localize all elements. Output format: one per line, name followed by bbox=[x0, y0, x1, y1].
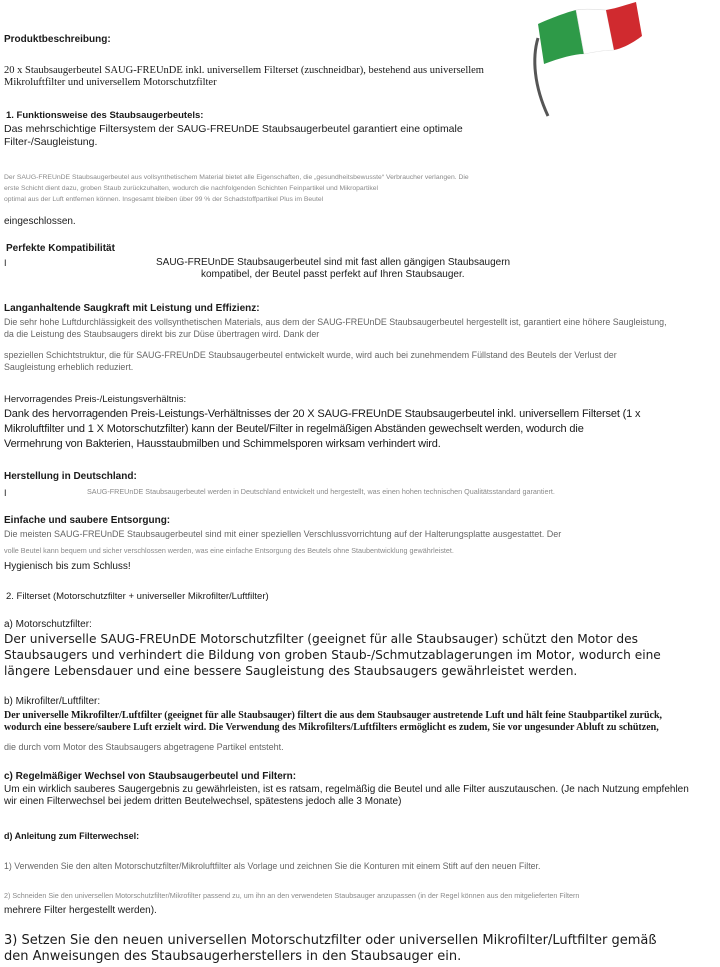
section-text: da die Leistung des Staubsaugers direkt bis zur Düse übertragen wird. Dank der bbox=[4, 329, 320, 339]
fine-print: erste Schicht dient dazu, groben Staub zurückzuhalten, wodurch die nachfolgenden Schichten Feinpartikel und Mikropartikel bbox=[4, 185, 379, 192]
section-title: Einfache und saubere Entsorgung: bbox=[4, 515, 171, 526]
section-title: b) Mikrofilter/Luftfilter: bbox=[4, 696, 101, 707]
section-text: Filter-/Saugleistung. bbox=[4, 136, 98, 148]
section-text: SAUG-FREUnDE Staubsaugerbeutel werden in Deutschland entwickelt und hergestellt, was einen hohen technischen Qualitätsstandard garantiert. bbox=[87, 487, 555, 496]
section-title: Perfekte Kompatibilität bbox=[6, 243, 115, 254]
bullet-marker: I bbox=[4, 258, 7, 268]
section-text: Das mehrschichtige Filtersystem der SAUG-FREUnDE Staubsaugerbeutel garantiert eine optimale bbox=[4, 123, 463, 135]
section-text: wodurch eine bessere/saubere Luft erzielt wird. Die Verwendung des Mikrofilters/Luftfilters ermöglicht es zudem, Sie vor ungesunder Abluft zu schützen, bbox=[4, 722, 659, 733]
step-text: 2) Schneiden Sie den universellen Motorschutzfilter/Mikrofilter passend zu, um ihn an den verwendeten Staubsauger anzupassen (in der Regel können aus den mitgelieferten Filtern bbox=[4, 891, 580, 900]
section-title: a) Motorschutzfilter: bbox=[4, 619, 92, 630]
fine-print: optimal aus der Luft entfernen können. Insgesamt bleiben über 99 % der Schadstoffpartikel Plus im Beutel bbox=[4, 196, 324, 203]
intro-line: Mikroluftfilter und universellem Motorschutzfilter bbox=[4, 77, 217, 88]
section-text: Saugleistung erheblich reduziert. bbox=[4, 362, 134, 372]
section-title: 2. Filterset (Motorschutzfilter + universeller Mikrofilter/Luftfilter) bbox=[6, 591, 269, 602]
step-text: mehrere Filter hergestellt werden). bbox=[4, 905, 157, 916]
section-text: Der universelle Mikrofilter/Luftfilter (geeignet für alle Staubsauger) filtert die aus dem Staubsauger austretende Luft und hält feine Staubpartikel zurück, bbox=[4, 710, 663, 721]
section-text: Der universelle SAUG-FREUnDE Motorschutzfilter (geeignet für alle Staubsauger) schützt den Motor des bbox=[4, 632, 638, 646]
section-title: Langanhaltende Saugkraft mit Leistung und Effizienz: bbox=[4, 303, 260, 314]
section-text: SAUG-FREUnDE Staubsaugerbeutel sind mit fast allen gängigen Staubsaugern bbox=[156, 257, 511, 268]
section-text: die durch vom Motor des Staubsaugers abgetragene Partikel entsteht. bbox=[4, 742, 284, 752]
section-title: c) Regelmäßiger Wechsel von Staubsaugerbeutel und Filtern: bbox=[4, 771, 297, 782]
intro-line: 20 x Staubsaugerbeutel SAUG-FREUnDE inkl. universellem Filterset (zuschneidbar), bestehend aus universellem bbox=[4, 65, 484, 76]
section-text: Staubsaugers und verhindert die Bildung von groben Staub-/Schmutzablagerungen im Motor, wodurch eine bbox=[4, 648, 661, 662]
section-title: d) Anleitung zum Filterwechsel: bbox=[4, 831, 140, 841]
section-text: längere Lebensdauer und eine bessere Saugleistung des Staubsaugers gewährleistet werden. bbox=[4, 664, 578, 678]
fine-print: Der SAUG-FREUnDE Staubsaugerbeutel aus vollsynthetischem Material bietet alle Eigenschaften, die „gesundheitsbewusste“ Verbraucher verlangen. Die bbox=[4, 174, 469, 181]
section-text: eingeschlossen. bbox=[4, 216, 76, 227]
section-text: Vermehrung von Bakterien, Hausstaubmilben und Schimmelsporen wirksam verhindert wird. bbox=[4, 438, 441, 450]
section-text: kompatibel, der Beutel passt perfekt auf Ihren Staubsauger. bbox=[201, 269, 465, 280]
section-text: Die sehr hohe Luftdurchlässigkeit des vollsynthetischen Materials, aus dem der SAUG-FREUnDE Staubsaugerbeutel hergestellt ist, garantiert eine höhere Saugleistung, bbox=[4, 317, 667, 327]
step-text: den Anweisungen des Staubsaugerherstellers in den Staubsauger ein. bbox=[4, 949, 462, 964]
step-text: 3) Setzen Sie den neuen universellen Motorschutzfilter oder universellen Mikrofilter/Luftfilter gemäß bbox=[4, 933, 657, 948]
section-title: Hervorragendes Preis-/Leistungsverhältnis: bbox=[4, 394, 187, 405]
bullet-marker: I bbox=[4, 488, 7, 498]
section-text: Mikroluftfilter und 1 X Motorschutzfilter) kann der Beutel/Filter in regelmäßigen Abständen gewechselt werden, wodurch die bbox=[4, 423, 584, 435]
section-text: speziellen Schichtstruktur, die für SAUG-FREUnDE Staubsaugerbeutel entwickelt wurde, wird auch bei zunehmendem Füllstand des Beutels der Verlust der bbox=[4, 350, 617, 360]
section-title: Herstellung in Deutschland: bbox=[4, 471, 137, 482]
section-title: 1. Funktionsweise des Staubsaugerbeutels: bbox=[6, 110, 204, 121]
section-text: wir einen Filterwechsel bei jedem dritten Beutelwechsel, spätestens jedoch alle 3 Monate) bbox=[4, 796, 402, 807]
product-heading: Produktbeschreibung: bbox=[4, 34, 111, 45]
section-text: Die meisten SAUG-FREUnDE Staubsaugerbeutel sind mit einer speziellen Verschlussvorrichtung auf der Halterungsplatte ausgestattet. Der bbox=[4, 529, 562, 539]
section-text: Hygienisch bis zum Schluss! bbox=[4, 561, 131, 572]
section-text: Dank des hervorragenden Preis-Leistungs-Verhältnisses der 20 X SAUG-FREUnDE Staubsaugerbeutel inkl. universellem Filterset (1 x bbox=[4, 408, 641, 420]
italian-flag-icon bbox=[524, 2, 644, 120]
section-text: volle Beutel kann bequem und sicher verschlossen werden, was eine einfache Entsorgung des Beutels ohne Staubentwicklung gewährleistet. bbox=[4, 546, 454, 555]
section-text: Um ein wirklich sauberes Saugergebnis zu gewährleisten, ist es ratsam, regelmäßig die Beutel und alle Filter auszutauschen. (Je nach Nutzung empfehlen bbox=[4, 784, 689, 795]
step-text: 1) Verwenden Sie den alten Motorschutzfilter/Mikroluftfilter als Vorlage und zeichnen Sie die Konturen mit einem Stift auf den neuen Filter. bbox=[4, 861, 541, 871]
